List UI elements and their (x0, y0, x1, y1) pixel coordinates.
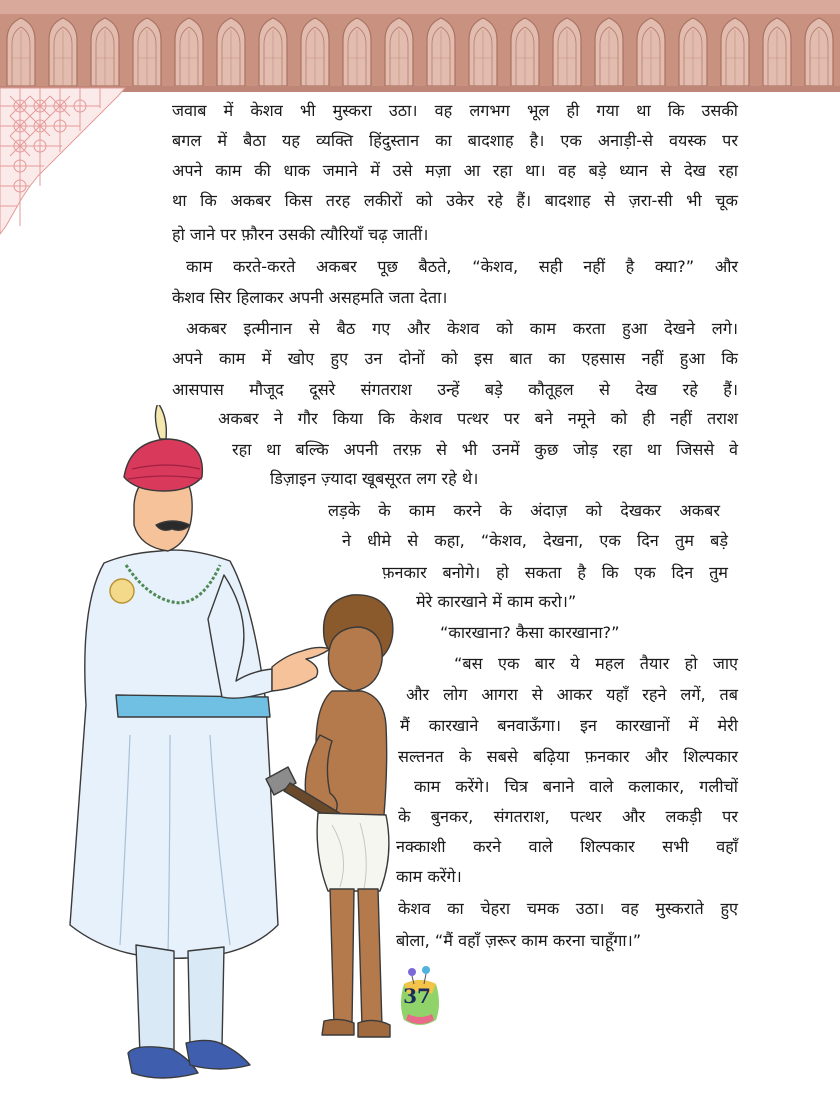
text-line: केशव सिर हिलाकर अपनी असहमति जता देता। (172, 288, 448, 307)
text-line: ने धीमे से कहा, “केशव, देखना, एक दिन तुम बड़े (342, 531, 728, 550)
text-line: मेरे कारखाने में काम करो।” (416, 592, 577, 611)
text-line: जवाब में केशव भी मुस्करा उठा। वह लगभग भूल ही गया था कि उसकी (172, 101, 738, 120)
text-line: बगल में बैठा यह व्यक्ति हिंदुस्तान का बादशाह है। एक अनाड़ी-से वयस्क पर (172, 131, 738, 150)
decorative-top-banner (0, 0, 840, 92)
page-number-badge (396, 964, 446, 1028)
decorative-corner-ornament (0, 86, 130, 236)
text-line: बोला, “मैं वहाँ ज़रूर काम करना चाहूँगा।” (396, 931, 642, 950)
akbar-figure (70, 405, 330, 1078)
text-line: फ़नकार बनोगे। हो सकता है कि एक दिन तुम (382, 563, 728, 582)
text-line: डिज़ाइन ज़्यादा खूबसूरत लग रहे थे। (270, 469, 479, 488)
text-line: लड़के के काम करने के अंदाज़ को देखकर अकबर (328, 501, 720, 520)
text-line: मैं कारखाने बनवाऊँगा। इन कारखानों में मेरी (400, 716, 738, 735)
text-line: हो जाने पर फ़ौरन उसकी त्यौरियाँ चढ़ जातीं। (172, 225, 429, 244)
text-line: था कि अकबर किस तरह लकीरों को उकेर रहे हैं। बादशाह से ज़रा-सी भी चूक (172, 191, 738, 210)
text-line: “कारखाना? कैसा कारखाना?” (440, 623, 620, 642)
text-line: काम करेंगे। चित्र बनाने वाले कलाकार, गलीचों (414, 777, 738, 796)
text-line: रहा था बल्कि अपनी तरफ़ से भी उनमें कुछ जोड़ रहा था जिससे वे (232, 440, 738, 459)
text-line: सल्तनत के सबसे बढ़िया फ़नकार और शिल्पकार (398, 747, 738, 766)
page-number: 37 (403, 984, 431, 1008)
text-line: काम करते-करते अकबर पूछ बैठते, “केशव, सही नहीं है क्या?” और (186, 257, 738, 276)
text-line: और लोग आगरा से आकर यहाँ रहने लगें, तब (406, 685, 738, 704)
text-line: आसपास मौजूद दूसरे संगतराश उन्हें बड़े कौतूहल से देख रहे हैं। (172, 380, 738, 399)
text-line: अकबर ने गौर किया कि केशव पत्थर पर बने नमूने को ही नहीं तराश (218, 409, 738, 428)
text-line: अकबर इत्मीनान से बैठ गए और केशव को काम करता हुआ देखने लगे। (186, 319, 738, 338)
text-line: काम करेंगे। (396, 867, 462, 886)
text-line: “बस एक बार ये महल तैयार हो जाए (454, 654, 738, 673)
text-line: अपने काम में खोए हुए उन दोनों को इस बात का एहसास नहीं हुआ कि (172, 349, 738, 368)
illustration-akbar-and-keshav (40, 405, 440, 1105)
text-line: केशव का चेहरा चमक उठा। वह मुस्कराते हुए (398, 899, 738, 918)
text-line: नक्काशी करने वाले शिल्पकार सभी वहाँ (396, 837, 738, 856)
text-line: के बुनकर, संगतराश, पत्थर और लकड़ी पर (398, 807, 738, 826)
text-line: अपने काम की धाक जमाने में उसे मज़ा आ रहा था। वह बड़े ध्यान से देख रहा (172, 161, 738, 180)
